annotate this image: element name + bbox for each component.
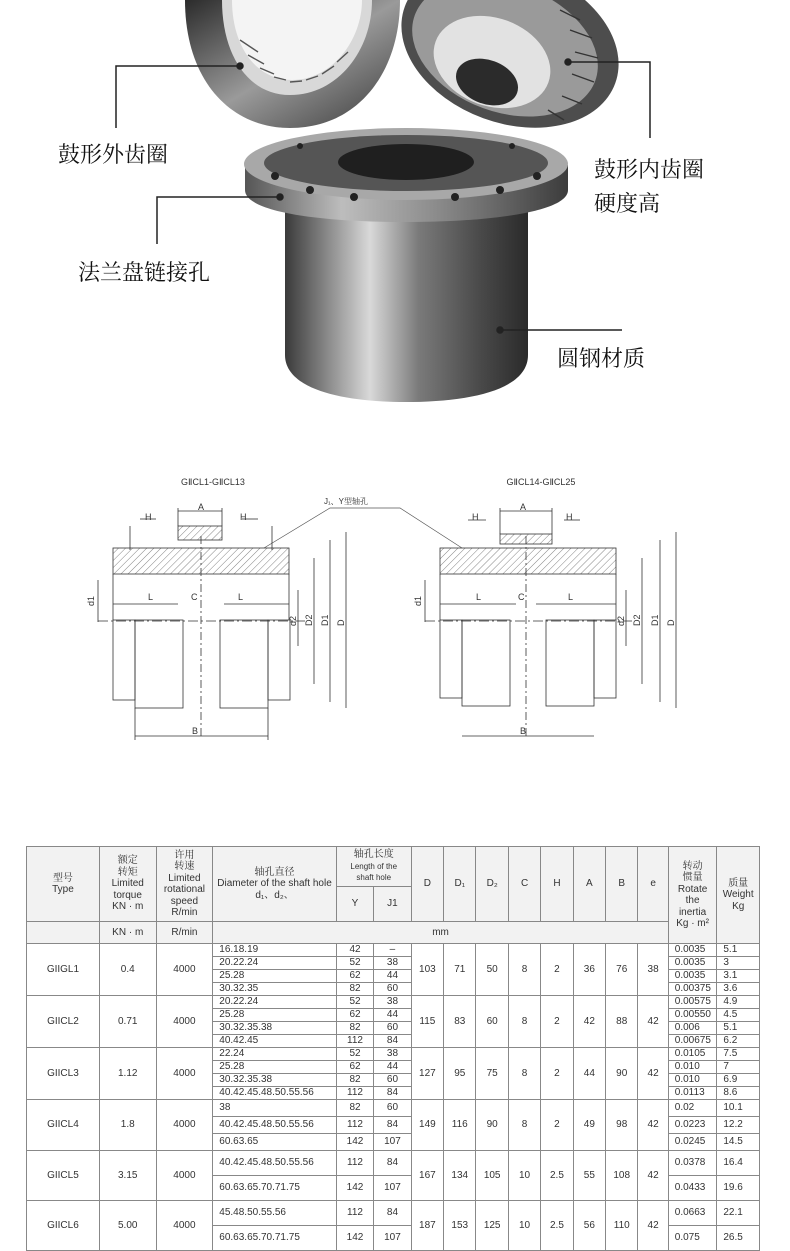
dim-D2-right: D2 <box>632 614 642 626</box>
dim-A-left: A <box>198 502 205 512</box>
dim-d2-right: d2 <box>616 615 626 626</box>
table-cell: 187 <box>411 1201 443 1251</box>
table-cell: 84 <box>374 1201 411 1226</box>
table-cell: 44 <box>374 1009 411 1022</box>
dim-L-right-2: L <box>568 592 574 602</box>
col-A: A <box>573 847 605 922</box>
table-cell: 90 <box>606 1048 638 1100</box>
table-cell: 2 <box>541 996 573 1048</box>
table-cell: 71 <box>444 944 476 996</box>
table-cell: 0.0035 <box>668 944 717 957</box>
table-cell: 16.4 <box>717 1151 760 1176</box>
table-cell: 55 <box>573 1151 605 1201</box>
table-cell: 52 <box>336 996 373 1009</box>
dim-d2-left: d2 <box>288 615 298 626</box>
table-cell: 0.4 <box>99 944 156 996</box>
table-cell: 108 <box>606 1151 638 1201</box>
table-cell: 60.63.65.70.71.75 <box>213 1176 337 1201</box>
table-cell: 40.42.45.48.50.55.56 <box>213 1087 337 1100</box>
table-cell: GIICL2 <box>27 996 100 1048</box>
table-cell: – <box>374 944 411 957</box>
flange-sleeve-image <box>244 128 568 402</box>
table-cell: 0.010 <box>668 1061 717 1074</box>
table-cell: 62 <box>336 1061 373 1074</box>
table-cell: 42 <box>638 1151 668 1201</box>
table-cell: 84 <box>374 1035 411 1048</box>
table-cell: 5.1 <box>717 1022 760 1035</box>
table-cell: 153 <box>444 1201 476 1251</box>
dim-B-left: B <box>192 726 199 736</box>
table-cell: 40.42.45.48.50.55.56 <box>213 1117 337 1134</box>
table-cell: 8 <box>508 1100 540 1151</box>
table-cell: 112 <box>336 1087 373 1100</box>
dim-H-left: H <box>145 512 152 522</box>
unit-mm: mm <box>213 922 669 944</box>
table-cell: 90 <box>476 1100 508 1151</box>
dim-d1-right: d1 <box>413 595 423 606</box>
col-Y: Y <box>336 887 373 922</box>
table-cell: 0.00550 <box>668 1009 717 1022</box>
table-cell: 50 <box>476 944 508 996</box>
table-cell: 98 <box>606 1100 638 1151</box>
table-cell: 6.2 <box>717 1035 760 1048</box>
table-cell: 1.8 <box>99 1100 156 1151</box>
table-cell: 62 <box>336 970 373 983</box>
col-speed: 许用 转速 Limited rotational speed R/min <box>156 847 213 922</box>
table-cell: 82 <box>336 1022 373 1035</box>
table-cell: 0.006 <box>668 1022 717 1035</box>
dim-d1-left: d1 <box>86 595 96 606</box>
table-cell: 107 <box>374 1226 411 1251</box>
table-cell: 16.18.19 <box>213 944 337 957</box>
table-cell: 4000 <box>156 1100 213 1151</box>
table-cell: 38 <box>374 1048 411 1061</box>
table-cell: 4000 <box>156 1201 213 1251</box>
table-cell: 30.32.35.38 <box>213 1022 337 1035</box>
table-cell: 52 <box>336 1048 373 1061</box>
unit-torque <box>27 922 100 944</box>
table-cell: 49 <box>573 1100 605 1151</box>
table-cell: 82 <box>336 1100 373 1117</box>
callout-hardness: 硬度高 <box>594 192 661 217</box>
table-cell: 105 <box>476 1151 508 1201</box>
dim-D-left: D <box>336 619 346 626</box>
drawing-right-title: GⅡCL14-GⅡCL25 <box>506 477 576 487</box>
product-photo <box>0 0 790 430</box>
table-row <box>27 944 760 957</box>
table-cell: 0.0378 <box>668 1151 717 1176</box>
table-cell: 0.075 <box>668 1226 717 1251</box>
table-cell: 115 <box>411 996 443 1048</box>
table-row <box>27 1100 760 1117</box>
table-row <box>27 1151 760 1176</box>
table-cell: 88 <box>606 996 638 1048</box>
table-cell: 44 <box>374 1061 411 1074</box>
table-cell: 8.6 <box>717 1087 760 1100</box>
table-cell: 36 <box>573 944 605 996</box>
table-cell: 0.02 <box>668 1100 717 1117</box>
table-cell: 22.1 <box>717 1201 760 1226</box>
dim-H-right: H <box>472 512 479 522</box>
table-cell: 134 <box>444 1151 476 1201</box>
table-cell: 3.1 <box>717 970 760 983</box>
col-D1: D₁ <box>444 847 476 922</box>
col-inertia: 转动 惯量 Rotate the inertia Kg · m² <box>668 847 717 944</box>
table-cell: 112 <box>336 1151 373 1176</box>
table-cell: 0.71 <box>99 996 156 1048</box>
table-cell: 20.22.24 <box>213 996 337 1009</box>
table-cell: 4000 <box>156 944 213 996</box>
table-cell: 76 <box>606 944 638 996</box>
table-cell: 127 <box>411 1048 443 1100</box>
table-cell: 42 <box>336 944 373 957</box>
dim-L-left-2: L <box>238 592 244 602</box>
table-cell: 142 <box>336 1134 373 1151</box>
table-cell: GIICL5 <box>27 1151 100 1201</box>
table-cell: 84 <box>374 1117 411 1134</box>
table-cell: 84 <box>374 1087 411 1100</box>
table-cell: 125 <box>476 1201 508 1251</box>
table-cell: 0.00675 <box>668 1035 717 1048</box>
table-cell: 116 <box>444 1100 476 1151</box>
table-cell: 4000 <box>156 1048 213 1100</box>
table-cell: 6.9 <box>717 1074 760 1087</box>
spec-table <box>26 846 760 1251</box>
table-cell: 42 <box>638 996 668 1048</box>
table-cell: 0.0663 <box>668 1201 717 1226</box>
table-cell: 0.00575 <box>668 996 717 1009</box>
unit-speed: R/min <box>156 922 213 944</box>
spec-table-container <box>26 846 760 1251</box>
dim-L-right: L <box>476 592 482 602</box>
table-row <box>27 1201 760 1226</box>
dim-H-left-2: H <box>240 512 247 522</box>
table-cell: 42 <box>638 1100 668 1151</box>
table-cell: 40.42.45 <box>213 1035 337 1048</box>
table-cell: 45.48.50.55.56 <box>213 1201 337 1226</box>
table-cell: 60 <box>374 1100 411 1117</box>
table-cell: 3.6 <box>717 983 760 996</box>
technical-drawing <box>0 440 790 770</box>
table-cell: 19.6 <box>717 1176 760 1201</box>
table-cell: 60 <box>476 996 508 1048</box>
col-torque: 额定 转矩 Limited torque KN · m <box>99 847 156 922</box>
table-cell: 4000 <box>156 996 213 1048</box>
table-cell: 8 <box>508 944 540 996</box>
table-cell: 38 <box>213 1100 337 1117</box>
table-cell: 0.0113 <box>668 1087 717 1100</box>
table-cell: 42 <box>638 1201 668 1251</box>
table-cell: 107 <box>374 1134 411 1151</box>
table-cell: 103 <box>411 944 443 996</box>
table-cell: 0.010 <box>668 1074 717 1087</box>
table-cell: 62 <box>336 1009 373 1022</box>
table-cell: 2.5 <box>541 1151 573 1201</box>
table-cell: 5.00 <box>99 1201 156 1251</box>
table-cell: 38 <box>638 944 668 996</box>
table-cell: 0.0035 <box>668 970 717 983</box>
table-cell: 52 <box>336 957 373 970</box>
drawing-shaft-note: J₁、Y型轴孔 <box>323 497 369 506</box>
table-cell: 2.5 <box>541 1201 573 1251</box>
table-cell: 112 <box>336 1201 373 1226</box>
dim-L-left: L <box>148 592 154 602</box>
table-cell: 2 <box>541 944 573 996</box>
col-weight: 质量 Weight Kg <box>717 847 760 944</box>
table-cell: 95 <box>444 1048 476 1100</box>
col-shaft-length: 轴孔长度 Length of the shaft hole <box>336 847 411 887</box>
table-cell: 142 <box>336 1226 373 1251</box>
table-cell: GIIGL1 <box>27 944 100 996</box>
table-cell: 25.28 <box>213 1061 337 1074</box>
table-cell: 60 <box>374 1022 411 1035</box>
table-cell: 22.24 <box>213 1048 337 1061</box>
table-cell: 56 <box>573 1201 605 1251</box>
table-cell: 1.12 <box>99 1048 156 1100</box>
col-D: D <box>411 847 443 922</box>
table-cell: 0.0223 <box>668 1117 717 1134</box>
table-cell: 14.5 <box>717 1134 760 1151</box>
table-cell: 42 <box>573 996 605 1048</box>
dim-D-right: D <box>666 619 676 626</box>
table-cell: 149 <box>411 1100 443 1151</box>
table-cell: 60 <box>374 1074 411 1087</box>
col-shaft-diameter: 轴孔直径 Diameter of the shaft hole d₁、d₂、 <box>213 847 337 922</box>
table-cell: 8 <box>508 996 540 1048</box>
table-cell: 25.28 <box>213 1009 337 1022</box>
table-cell: 2 <box>541 1048 573 1100</box>
table-cell: 44 <box>374 970 411 983</box>
table-cell: GIICL6 <box>27 1201 100 1251</box>
table-cell: 0.0035 <box>668 957 717 970</box>
dim-A-right: A <box>520 502 527 512</box>
unit-torque-cell: KN · m <box>99 922 156 944</box>
table-cell: 10 <box>508 1151 540 1201</box>
table-cell: 3 <box>717 957 760 970</box>
table-cell: 30.32.35 <box>213 983 337 996</box>
table-cell: 83 <box>444 996 476 1048</box>
table-cell: 60.63.65 <box>213 1134 337 1151</box>
table-cell: 42 <box>638 1048 668 1100</box>
table-cell: 2 <box>541 1100 573 1151</box>
table-cell: 3.15 <box>99 1151 156 1201</box>
table-cell: 8 <box>508 1048 540 1100</box>
col-D2: D₂ <box>476 847 508 922</box>
table-cell: 142 <box>336 1176 373 1201</box>
callout-inner-gear: 鼓形内齿圈 <box>594 158 705 183</box>
table-cell: 4000 <box>156 1151 213 1201</box>
dim-D2-left: D2 <box>304 614 314 626</box>
dim-B-right: B <box>520 726 527 736</box>
table-cell: 60.63.65.70.71.75 <box>213 1226 337 1251</box>
col-H: H <box>541 847 573 922</box>
table-cell: 10.1 <box>717 1100 760 1117</box>
dim-C-right: C <box>518 592 525 602</box>
table-cell: 12.2 <box>717 1117 760 1134</box>
dim-D1-right: D1 <box>650 614 660 626</box>
table-cell: 44 <box>573 1048 605 1100</box>
table-cell: 38 <box>374 957 411 970</box>
table-cell: 110 <box>606 1201 638 1251</box>
table-cell: 40.42.45.48.50.55.56 <box>213 1151 337 1176</box>
callout-outer-gear: 鼓形外齿圈 <box>58 143 169 168</box>
table-cell: 0.0245 <box>668 1134 717 1151</box>
col-B: B <box>606 847 638 922</box>
drawing-left-title: GⅡCL1-GⅡCL13 <box>181 477 245 487</box>
table-cell: 30.32.35.38 <box>213 1074 337 1087</box>
table-cell: 0.0433 <box>668 1176 717 1201</box>
table-cell: 60 <box>374 983 411 996</box>
callout-steel: 圆钢材质 <box>557 347 646 372</box>
table-cell: 10 <box>508 1201 540 1251</box>
col-type: 型号 Type <box>27 847 100 922</box>
table-cell: 82 <box>336 1074 373 1087</box>
spec-table-body <box>27 944 760 1251</box>
col-J1: J1 <box>374 887 411 922</box>
table-cell: 4.5 <box>717 1009 760 1022</box>
table-cell: 107 <box>374 1176 411 1201</box>
table-row <box>27 1048 760 1061</box>
table-cell: 25.28 <box>213 970 337 983</box>
table-cell: 112 <box>336 1117 373 1134</box>
dim-D1-left: D1 <box>320 614 330 626</box>
outer-gear-ring-image <box>185 0 400 128</box>
callout-flange: 法兰盘链接孔 <box>78 261 211 286</box>
table-row <box>27 996 760 1009</box>
table-cell: 112 <box>336 1035 373 1048</box>
table-cell: GIICL3 <box>27 1048 100 1100</box>
table-cell: 0.0105 <box>668 1048 717 1061</box>
table-cell: 7 <box>717 1061 760 1074</box>
col-C: C <box>508 847 540 922</box>
table-cell: 84 <box>374 1151 411 1176</box>
dim-C-left: C <box>191 592 198 602</box>
table-cell: 167 <box>411 1151 443 1201</box>
table-cell: 0.00375 <box>668 983 717 996</box>
table-cell: GIICL4 <box>27 1100 100 1151</box>
table-cell: 26.5 <box>717 1226 760 1251</box>
table-cell: 20.22.24 <box>213 957 337 970</box>
table-cell: 5.1 <box>717 944 760 957</box>
table-cell: 82 <box>336 983 373 996</box>
col-e: e <box>638 847 668 922</box>
table-cell: 7.5 <box>717 1048 760 1061</box>
dim-H-right-2: H <box>566 512 573 522</box>
table-cell: 75 <box>476 1048 508 1100</box>
table-cell: 4.9 <box>717 996 760 1009</box>
table-cell: 38 <box>374 996 411 1009</box>
